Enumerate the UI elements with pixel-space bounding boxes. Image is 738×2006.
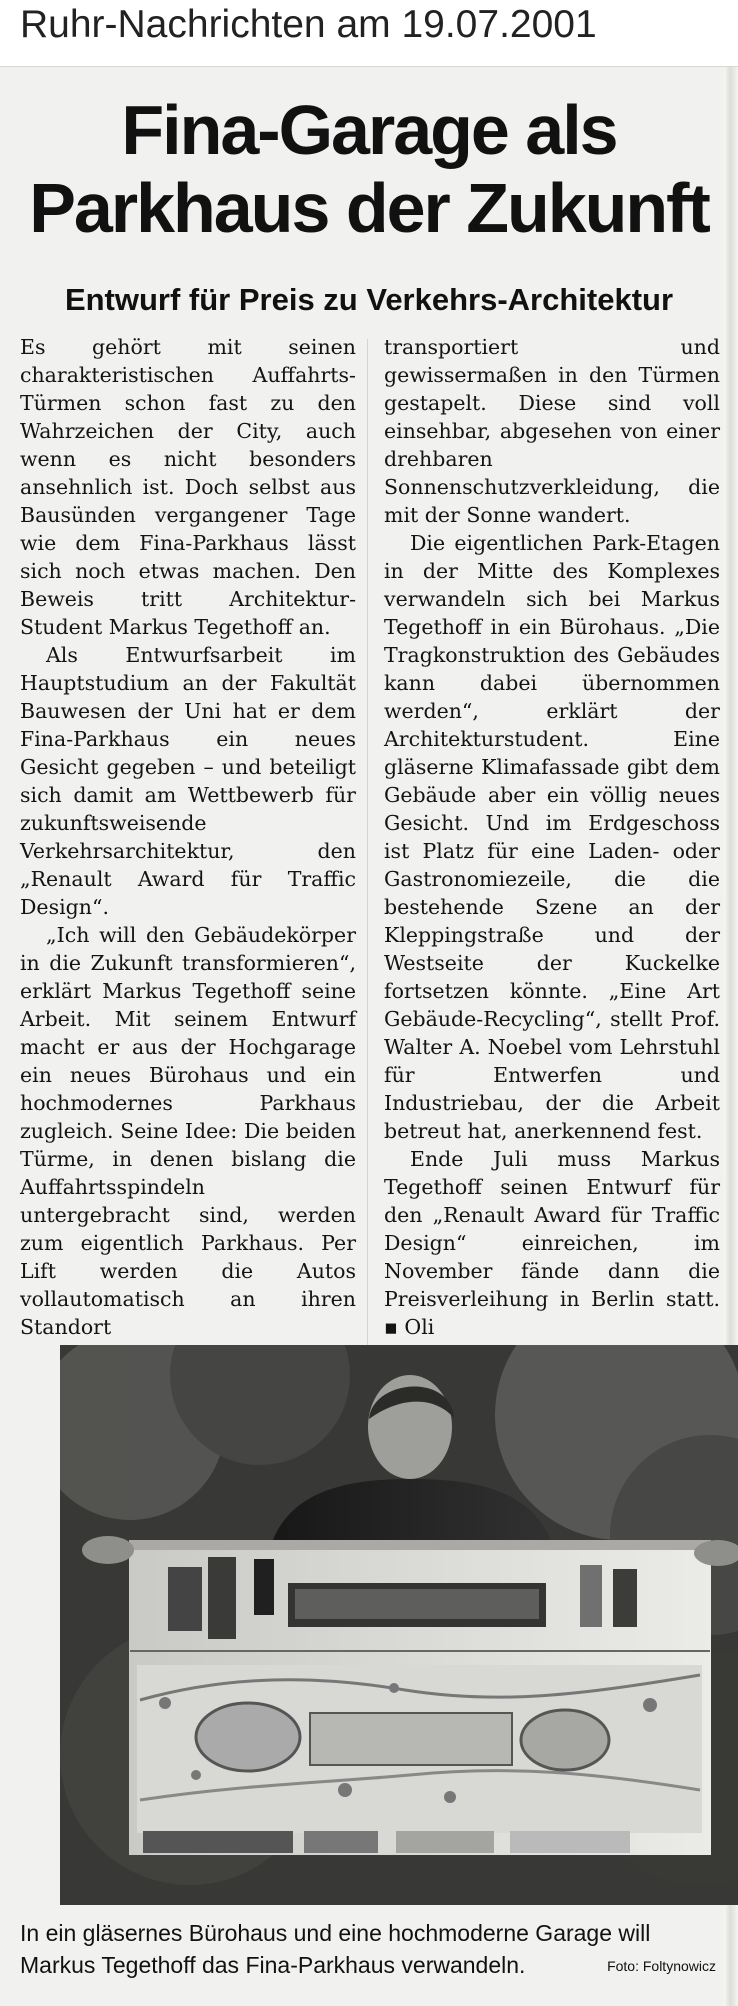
article-paragraph: transportiert und gewissermaßen in den Türmen gestapelt. Diese sind voll einsehbar, abgesehen von einer drehbaren Sonnenschutzverkleidung, die mit der Sonne wandert.: [384, 335, 720, 527]
student-holding-poster-image: [60, 1345, 738, 1905]
article-right-column: [384, 333, 720, 1341]
headline-line-1: Fina-Garage als: [121, 91, 617, 169]
article-paragraph: Es gehört mit seinen charakteristischen Auffahrts-Türmen schon fast zu den Wahrzeichen der City, auch wenn es nicht besonders ansehnlich ist. Doch selbst aus Bausünden vergangener Tage wie dem Fina-Parkhaus lässt sich noch etwas machen. Den Beweis tritt Architektur-Student Markus Tegethoff an.: [20, 335, 356, 639]
photo-credit: Foto: Foltynowicz: [607, 1958, 716, 1974]
article-photo: [60, 1345, 738, 1905]
article-left-column: [20, 333, 356, 1341]
newspaper-clipping: [0, 66, 738, 2006]
article-paragraph: Die eigentlichen Park-Etagen in der Mitte des Komplexes verwandeln sich bei Markus Tegethoff in ein Bürohaus. „Die Tragkonstruktion des Gebäudes kann dabei übernommen werden“, erklärt der Architekturstudent. Eine gläserne Klimafassade gibt dem Gebäude aber ein völlig neues Gesicht. Und im Erdgeschoss ist Platz für eine Laden- oder Gastronomiezeile, die die bestehende Szene an der Kleppingstraße und der Westseite der Kuckelke fortsetzen könnte. „Eine Art Gebäude-Recycling“, stellt Prof. Walter A. Noebel vom Lehrstuhl für Entwerfen und Industriebau, der die Arbeit betreut hat, anerkennend fest.: [384, 531, 720, 1143]
photo-caption: In ein gläsernes Bürohaus und eine hochmoderne Garage will Markus Tegethoff das Fina-Parkhaus verwandeln.: [20, 1920, 651, 1978]
article-paragraph: Ende Juli muss Markus Tegethoff seinen Entwurf für den „Renault Award für Traffic Design“ einreichen, im November fände dann die Preisverleihung in Berlin statt. ▪ Oli: [384, 1147, 720, 1339]
article-paragraph: „Ich will den Gebäudekörper in die Zukunft transformieren“, erklärt Markus Tegethoff seine Arbeit. Mit seinem Entwurf macht er aus der Hochgarage ein neues Bürohaus und ein hochmodernes Parkhaus zugleich. Seine Idee: Die beiden Türme, in denen bislang die Auffahrtsspindeln untergebracht sind, werden zum eigentlich Parkhaus. Per Lift werden die Autos vollautomatisch an ihren Standort: [20, 923, 356, 1339]
header-note: Ruhr-Nachrichten am 19.07.2001: [0, 0, 738, 62]
column-divider: [367, 339, 368, 1379]
article-paragraph: Als Entwurfsarbeit im Hauptstudium an der Fakultät Bauwesen der Uni hat er dem Fina-Parkhaus ein neues Gesicht gegeben – und beteiligt sich damit am Wettbewerb für zukunftsweisende Verkehrsarchitektur, den „Renault Award für Traffic Design“.: [20, 643, 356, 919]
article-subheadline: Entwurf für Preis zu Verkehrs-Architektur: [64, 282, 674, 317]
headline-line-2: Parkhaus der Zukunft: [29, 169, 709, 247]
article-headline: [10, 91, 728, 247]
